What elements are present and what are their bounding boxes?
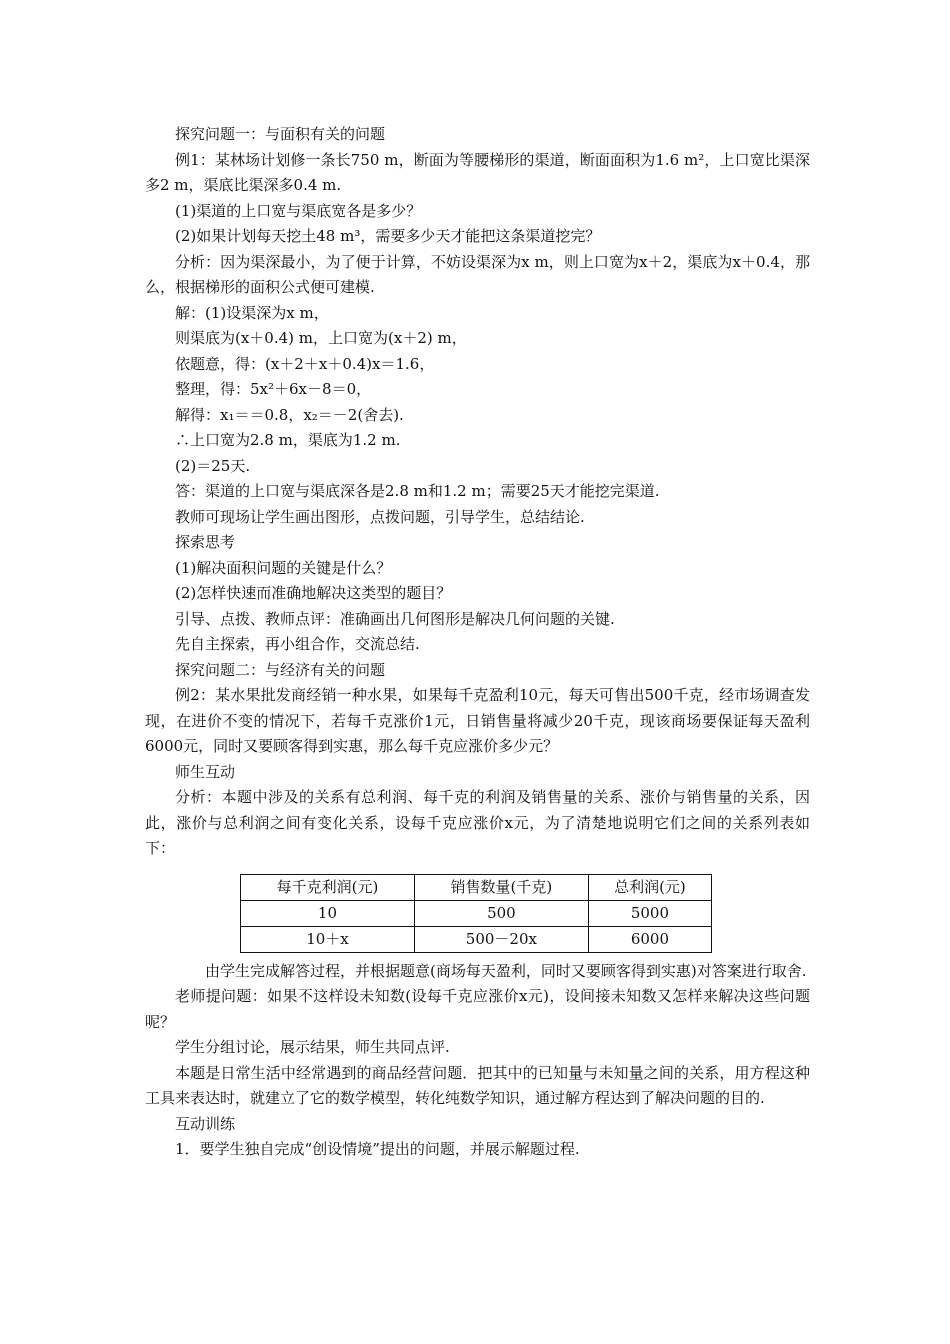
table-cell: 6000 [588,926,711,952]
table-cell: 500－20x [414,926,588,952]
section-heading-2: 探究问题二：与经济有关的问题 [175,660,386,679]
example-1-text: 例1：某林场计划修一条长750 m，断面为等腰梯形的渠道，断面面积为1.6 m²，上口宽比渠深多2 m，渠底比渠深多0.4 m. [145,150,810,194]
explore-heading: 探索思考 [175,533,236,551]
table-header-cell: 销售数量(千克) [414,874,588,900]
answer-line: 答：渠道的上口宽与渠底深各是2.8 m和1.2 m；需要25天才能挖完渠道. [175,482,660,500]
post-table-text: 由学生完成解答过程，并根据题意(商场每天盈利，同时又要顾客得到实惠)对答案进行取舍. [205,961,807,980]
solution-line: 则渠底为(x＋0.4) m，上口宽为(x＋2) m， [175,329,467,347]
profit-table [240,874,712,953]
solution-line: 解：(1)设渠深为x m， [175,303,329,322]
solution-line: 解得：x₁＝＝0.8，x₂＝－2(舍去). [175,405,404,424]
table-header-cell: 每千克利润(元) [241,874,415,900]
explore-question: (1)解决面积问题的关键是什么？ [175,558,392,577]
table-cell: 5000 [588,900,711,926]
table-cell: 500 [414,900,588,926]
guidance-line: 先自主探索，再小组合作，交流总结. [175,635,420,653]
document-page [145,122,810,1163]
solution-line: 依题意，得：(x＋2＋x＋0.4)x＝1.6， [175,354,435,373]
table-row [241,900,712,926]
solution-line: ∴上口宽为2.8 m，渠底为1.2 m. [175,431,401,449]
guidance-line: 引导、点拨、教师点评：准确画出几何图形是解决几何问题的关键. [175,609,615,628]
solution-line: (2)＝25天. [175,456,251,475]
example-2-text: 例2：某水果批发商经销一种水果，如果每千克盈利10元，每天可售出500千克，经市场调查发现，在进价不变的情况下，若每千克涨价1元，日销售量将减少20千克，现该商场要保证每天盈利6000元，同时又要顾客得到实惠，那么每千克应涨价多少元？ [145,686,810,755]
training-heading: 互动训练 [175,1114,236,1133]
solution-line: 整理，得：5x²＋6x－8＝0， [175,380,372,398]
group-discussion: 学生分组讨论，展示结果，师生共同点评. [175,1038,450,1056]
analysis-2: 分析：本题中涉及的关系有总利润、每千克的利润及销售量的关系、涨价与销售量的关系，因此，涨价与总利润之间有变化关系，设每千克应涨价x元，为了清楚地说明它们之间的关系列表如下： [145,788,810,857]
analysis-1: 分析：因为渠深最小，为了便于计算，不妨设渠深为x m，则上口宽为x＋2，渠底为x＋0.4，那么，根据梯形的面积公式便可建模. [145,252,810,296]
teacher-note: 教师可现场让学生画出图形，点拨问题，引导学生，总结结论. [175,507,585,526]
table-cell: 10 [241,900,415,926]
table-header-cell: 总利润(元) [588,874,711,900]
explore-question: (2)怎样快速而准确地解决这类型的题目？ [175,584,452,602]
training-item-1: 1．要学生独自完成“创设情境”提出的问题，并展示解题过程. [175,1140,580,1158]
summary-paragraph: 本题是日常生活中经常遇到的商品经营问题．把其中的已知量与未知量之间的关系，用方程这种工具来表达时，就建立了它的数学模型，转化纯数学知识，通过解方程达到了解决问题的目的. [145,1063,810,1107]
question-1: (1)渠道的上口宽与渠底宽各是多少？ [175,201,422,220]
table-row [241,926,712,952]
question-2: (2)如果计划每天挖土48 m³，需要多少天才能把这条渠道挖完？ [175,227,601,245]
interaction-heading: 师生互动 [175,762,236,781]
table-header-row [241,874,712,900]
teacher-question: 老师提问题：如果不这样设未知数(设每千克应涨价x元)，设间接未知数又怎样来解决这些问题呢？ [145,987,810,1031]
section-heading-1: 探究问题一：与面积有关的问题 [175,125,386,143]
table-cell: 10＋x [241,926,415,952]
